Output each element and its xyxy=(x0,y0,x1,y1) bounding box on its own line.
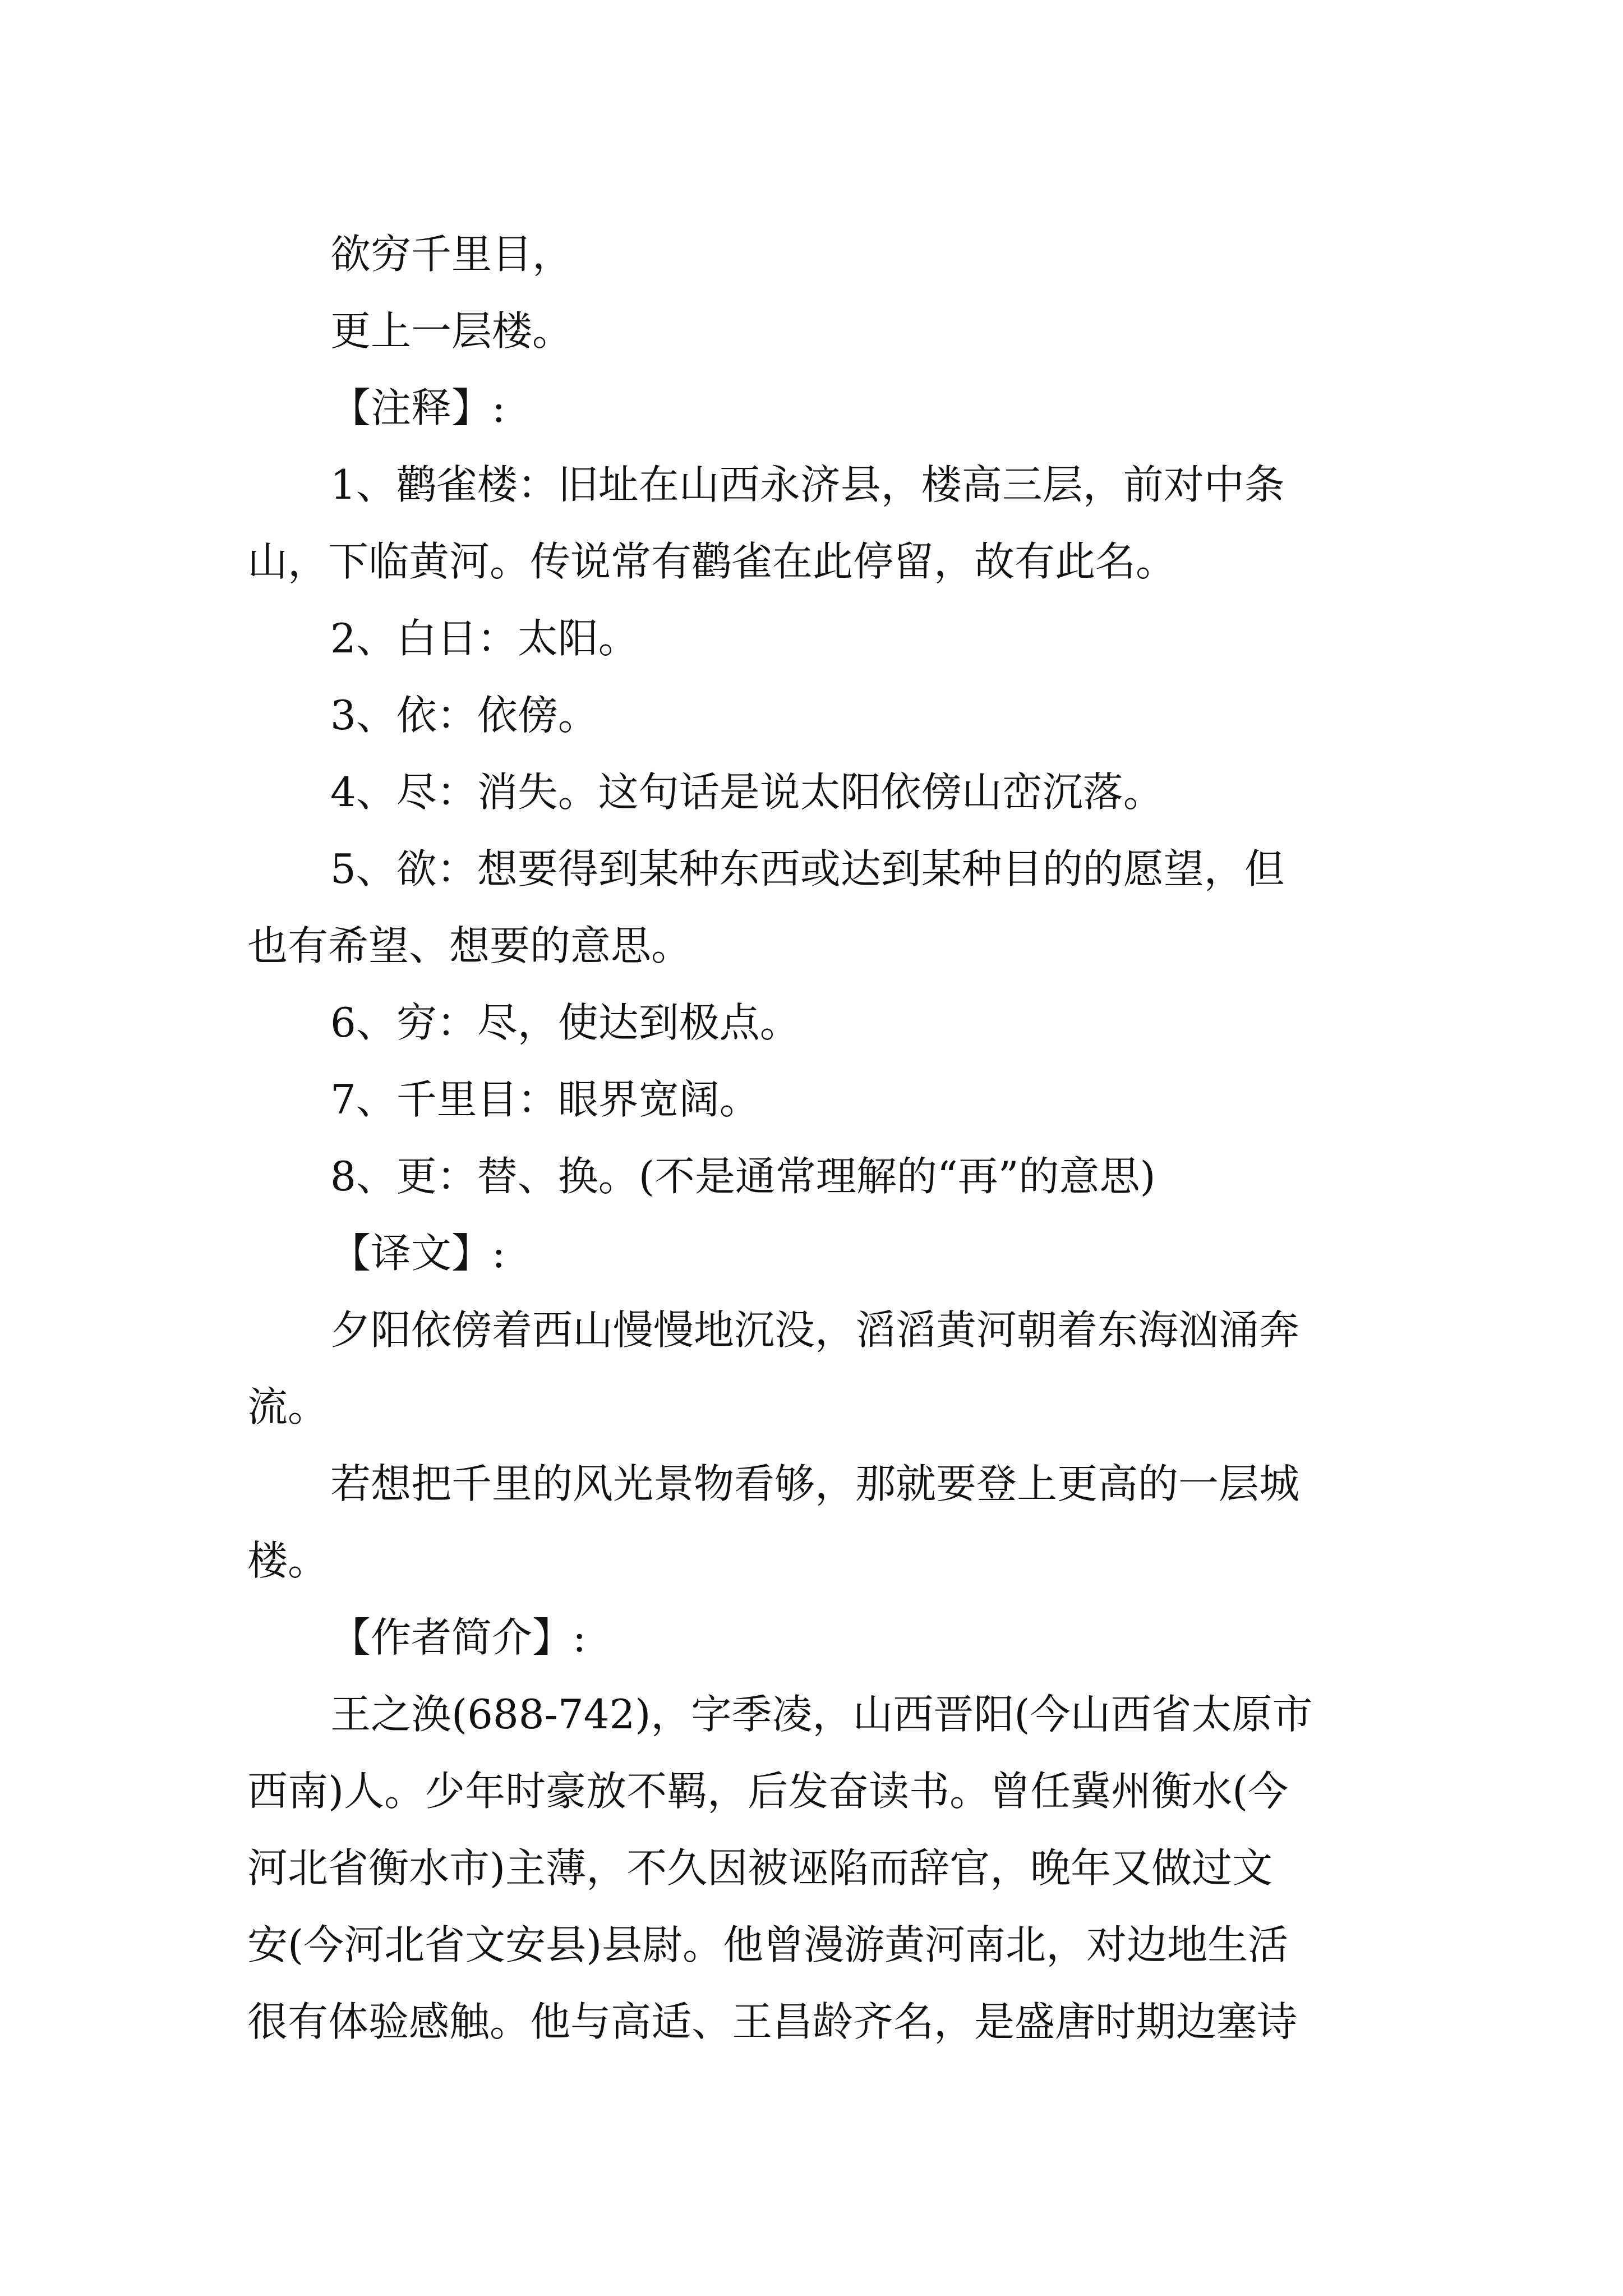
annotation-item: 2、白日：太阳。 xyxy=(330,615,639,662)
annotation-item-continuation: 山，下临黄河。传说常有鹳雀在此停留，故有此名。 xyxy=(247,538,1177,585)
section-heading-annotations: 【注释】: xyxy=(330,384,506,431)
poem-line: 更上一层楼。 xyxy=(330,307,573,355)
document-page xyxy=(247,216,1376,2060)
annotation-item: 6、穷：尽，使达到极点。 xyxy=(330,999,800,1046)
translation-paragraph-continuation: 楼。 xyxy=(247,1537,329,1584)
translation-paragraph: 若想把千里的风光景物看够，那就要登上更高的一层城 xyxy=(330,1460,1300,1507)
annotation-item: 3、依：依傍。 xyxy=(330,692,598,739)
author-paragraph-continuation: 西南)人。少年时豪放不羁，后发奋读书。曾任冀州衡水(今 xyxy=(247,1768,1289,1815)
annotation-item-continuation: 也有希望、想要的意思。 xyxy=(247,922,692,969)
annotation-item: 4、尽：消失。这句话是说太阳依傍山峦沉落。 xyxy=(330,769,1164,816)
section-heading-translation: 【译文】: xyxy=(330,1230,506,1277)
annotation-item: 8、更：替、换。(不是通常理解的“再”的意思) xyxy=(330,1153,1156,1200)
annotation-item: 7、千里目：眼界宽阔。 xyxy=(330,1076,760,1123)
author-paragraph-continuation: 河北省衡水市)主薄，不久因被诬陷而辞官，晚年又做过文 xyxy=(247,1844,1273,1892)
translation-paragraph: 夕阳依傍着西山慢慢地沉没，滔滔黄河朝着东海汹涌奔 xyxy=(330,1306,1300,1354)
section-heading-author: 【作者简介】: xyxy=(330,1614,587,1661)
author-paragraph-continuation: 很有体验感触。他与高适、王昌龄齐名，是盛唐时期边塞诗 xyxy=(247,1998,1298,2045)
annotation-item: 1、鹳雀楼：旧址在山西永济县，楼高三层，前对中条 xyxy=(330,461,1285,508)
author-paragraph-continuation: 安(今河北省文安县)县尉。他曾漫游黄河南北，对边地生活 xyxy=(247,1921,1289,1968)
translation-paragraph-continuation: 流。 xyxy=(247,1383,329,1430)
annotation-item: 5、欲：想要得到某种东西或达到某种目的的愿望，但 xyxy=(330,845,1285,892)
poem-line: 欲穷千里目， xyxy=(330,231,573,278)
author-paragraph: 王之涣(688-742)，字季凌，山西晋阳(今山西省太原市 xyxy=(330,1691,1313,1738)
